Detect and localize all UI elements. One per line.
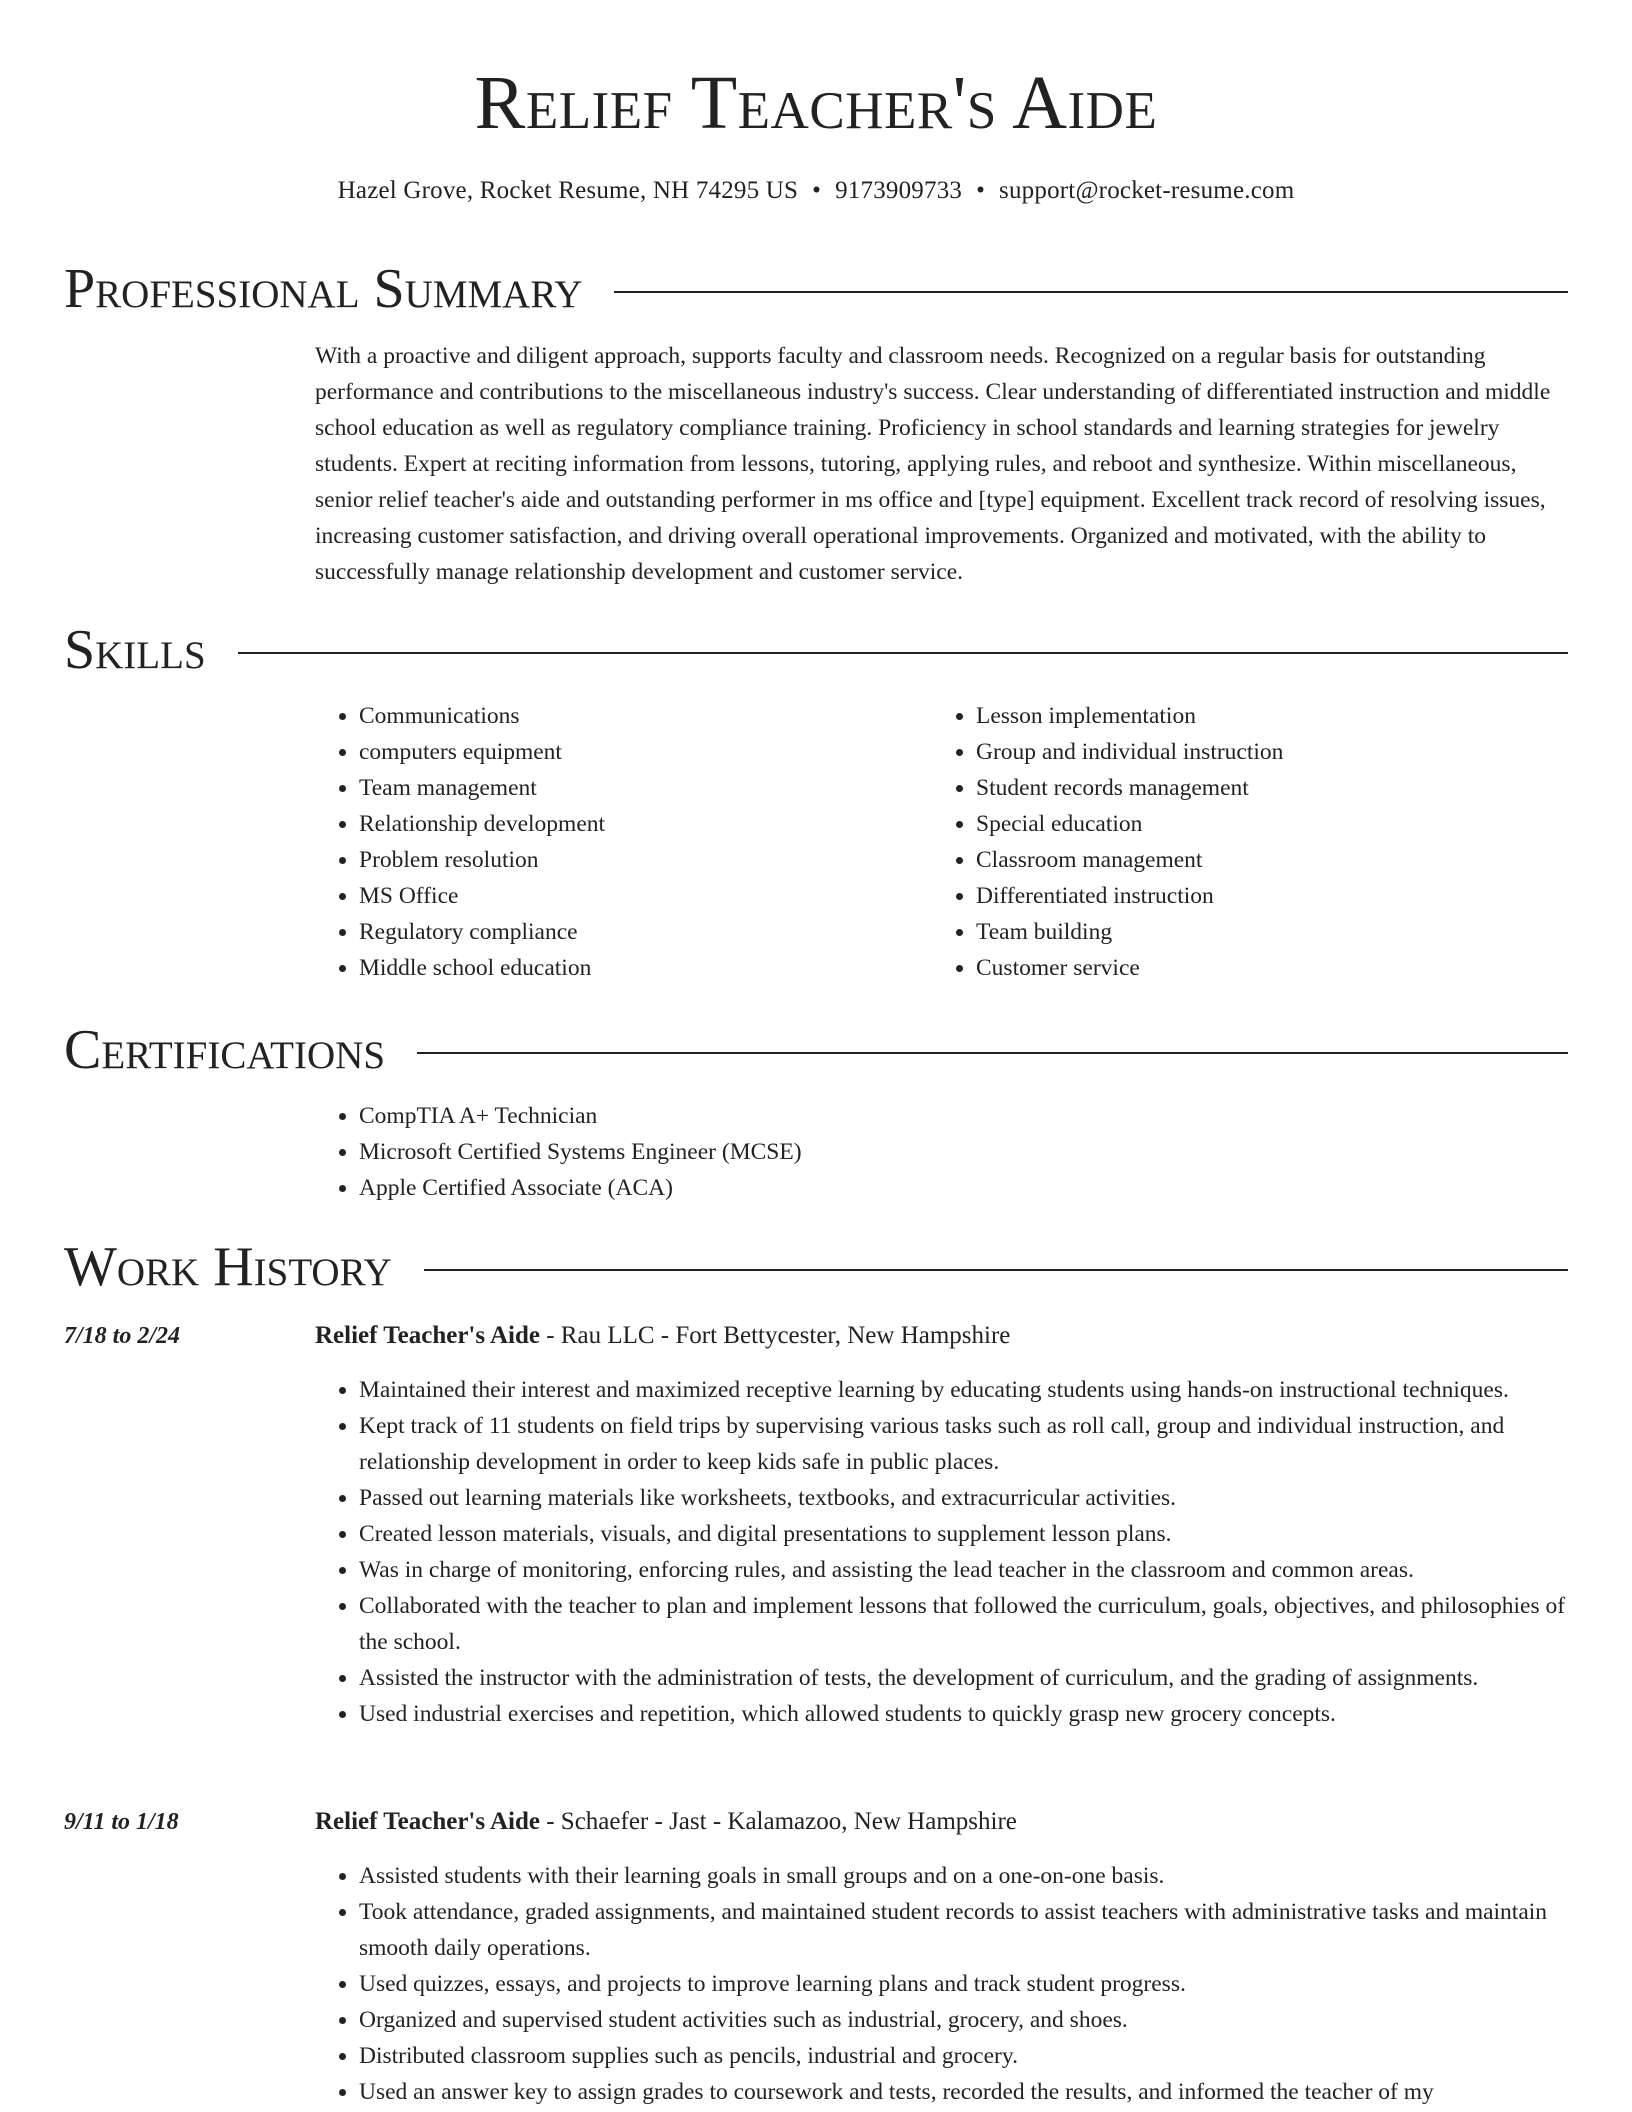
certification-item: • Apple Certified Associate (ACA) [359,1170,1568,1206]
skill-item: • Team building [976,914,1532,950]
resume-name: Relief Teacher's Aide [474,61,1158,145]
job-bullets [315,1858,1568,2110]
skill-item: • Differentiated instruction [976,878,1532,914]
job-bullet: • Was in charge of monitoring, enforcing rules, and assisting the lead teacher in the classroom and common areas. [359,1552,1568,1588]
certifications-list [315,1098,1568,1206]
skill-item: • Team management [359,770,915,806]
skills-section-header [64,617,1568,683]
summary-section-header [64,256,1568,322]
section-divider [614,291,1568,293]
job-bullet: • Passed out learning materials like worksheets, textbooks, and extracurricular activities. [359,1480,1568,1516]
contact-address: Hazel Grove, Rocket Resume, NH 74295 US [337,177,799,204]
skill-item: • computers equipment [359,734,915,770]
job-title: Relief Teacher's Aide [315,1322,540,1349]
skills-column-right [932,698,1532,986]
job-bullet: • Organized and supervised student activities such as industrial, grocery, and shoes. [359,2002,1568,2038]
job-employer-location: - Schaefer - Jast - Kalamazoo, New Hampshire [539,1808,1017,1835]
section-divider [417,1052,1568,1054]
section-divider [424,1269,1568,1271]
section-divider [238,652,1568,654]
work-history-section-header [64,1234,1568,1300]
contact-separator: • [976,177,986,204]
skill-item: • Middle school education [359,950,915,986]
contact-phone: 9173909733 [835,177,963,204]
job-title: Relief Teacher's Aide [315,1808,540,1835]
contact-email: support@rocket-resume.com [999,177,1295,204]
section-title-skills: Skills [64,619,206,681]
section-title-work-history: Work History [64,1236,392,1298]
job-bullet: • Used quizzes, essays, and projects to improve learning plans and track student progress. [359,1966,1568,2002]
skill-item: • Customer service [976,950,1532,986]
job-bullets [315,1372,1568,1732]
section-title-summary: Professional Summary [64,258,583,320]
job-bullet: • Assisted students with their learning goals in small groups and on a one-on-one basis. [359,1858,1568,1894]
skill-item: • Communications [359,698,915,734]
job-bullet: • Distributed classroom supplies such as pencils, industrial and grocery. [359,2038,1568,2074]
job-bullet: • Created lesson materials, visuals, and digital presentations to supplement lesson plans. [359,1516,1568,1552]
skill-item: • Student records management [976,770,1532,806]
summary-text: With a proactive and diligent approach, supports faculty and classroom needs. Recognized on a regular basis for outstanding performance and contributions to the miscellaneous industry's success. Clear understanding of differentiated instruction and middle school education as well as regulatory compliance training. Proficiency in school standards and learning strategies for jewelry students. Expert at reciting information from lessons, tutoring, applying rules, and reboot and synthesize. Within miscellaneous, senior relief teacher's aide and outstanding performer in ms office and [type] equipment. Excellent track record of resolving issues, increasing customer satisfaction, and driving overall operational improvements. Organized and motivated, with the ability to successfully manage relationship development and customer service. [315,343,1551,585]
job-dates: 9/11 to 1/18 [64,1809,179,1835]
job-heading [315,1804,1017,1840]
section-title-certifications: Certifications [64,1019,386,1081]
job-bullet: • Took attendance, graded assignments, and maintained student records to assist teachers with administrative tasks and maintain smooth daily operations. [359,1894,1568,1966]
skill-item: • Group and individual instruction [976,734,1532,770]
skills-column-left [315,698,915,986]
certifications-block [315,1098,1568,1206]
skill-item: • Lesson implementation [976,698,1532,734]
job-dates: 7/18 to 2/24 [64,1323,181,1349]
job-bullet: • Used an answer key to assign grades to coursework and tests, recorded the results, and informed the teacher of my [359,2074,1568,2110]
job-bullet: • Kept track of 11 students on field trips by supervising various tasks such as roll call, group and individual instruction, and relationship development in order to keep kids safe in public places. [359,1408,1568,1480]
job-bullet: • Collaborated with the teacher to plan and implement lessons that followed the curriculum, goals, objectives, and philosophies of the school. [359,1588,1568,1660]
job-bullet-list [315,1372,1568,1732]
skill-item: • Special education [976,806,1532,842]
skill-item: • Relationship development [359,806,915,842]
skill-item: • Regulatory compliance [359,914,915,950]
contact-line [0,174,1632,208]
job-employer-location: - Rau LLC - Fort Bettycester, New Hampshire [539,1322,1011,1349]
certification-item: • Microsoft Certified Systems Engineer (MCSE) [359,1134,1568,1170]
certification-item: • CompTIA A+ Technician [359,1098,1568,1134]
contact-separator: • [812,177,822,204]
skill-item: • Classroom management [976,842,1532,878]
job-bullet-list [315,1858,1568,2110]
certifications-section-header [64,1017,1568,1083]
job-bullet: • Maintained their interest and maximized receptive learning by educating students using hands-on instructional techniques. [359,1372,1568,1408]
skills-list-left [315,698,915,986]
job-bullet: • Used industrial exercises and repetition, which allowed students to quickly grasp new grocery concepts. [359,1696,1568,1732]
skill-item: • Problem resolution [359,842,915,878]
skill-item: • MS Office [359,878,915,914]
skills-list-right [932,698,1532,986]
job-heading [315,1318,1010,1354]
job-bullet: • Assisted the instructor with the administration of tests, the development of curriculum, and the grading of assignments. [359,1660,1568,1696]
